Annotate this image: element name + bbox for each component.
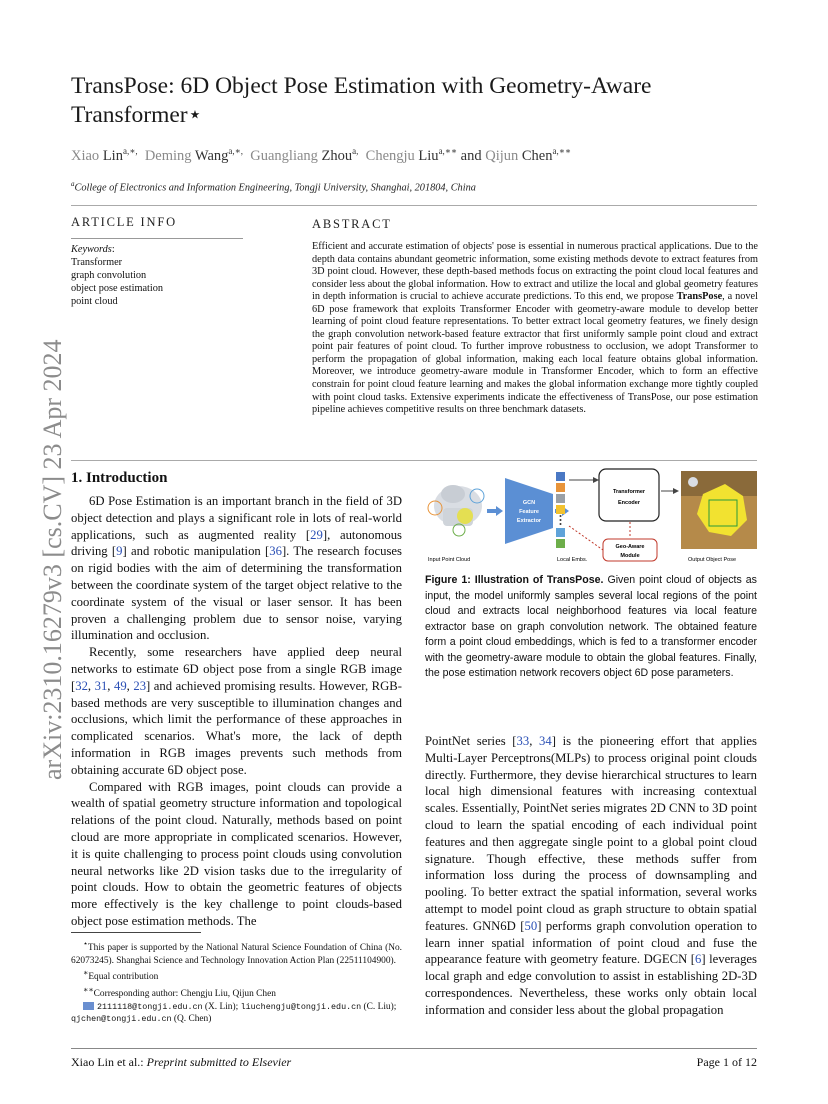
paragraph: Compared with RGB images, point clouds can provide a wealth of spatial geometry structure information and topological relations of the point cloud. Naturally, methods based on point cloud are more appropriate in complicated scenarios. However, it is quite challenging to process point clouds using convolution neural networks like 2D vision tasks due to the irregularity of point clouds. How to obtain the geometric features of objects more effectively is the key challenge to point clouds-based object pose estimation methods. The (71, 779, 402, 928)
keyword: graph convolution (71, 270, 147, 281)
embedding-square (556, 528, 565, 537)
local-embeddings-stack (556, 472, 565, 548)
header-divider (71, 205, 757, 206)
embedding-square (556, 505, 565, 514)
footer-divider (71, 1048, 757, 1049)
footnotes (71, 938, 402, 1026)
local-embs-label: Local Embs. (557, 557, 588, 563)
section-heading-introduction: 1. Introduction (71, 470, 168, 486)
citation-link[interactable]: 9 (116, 544, 123, 559)
citation-link[interactable]: 49 (113, 678, 127, 693)
citation-link[interactable]: 32 (75, 678, 88, 693)
svg-text:Extractor: Extractor (516, 518, 542, 524)
svg-text:Module: Module (620, 553, 640, 559)
keyword: Transformer (71, 257, 123, 268)
citation-link[interactable]: 31 (94, 678, 108, 693)
footnote-funding: ⋆This paper is supported by the National Natural Science Foundation of China (No. 62073245). Shanghai Science and Technology Innovation Action Plan (22511104900). (71, 939, 402, 966)
transformer-encoder-block (599, 469, 659, 521)
author-1: Xiao Lin$^{a,∗,}$ (71, 146, 138, 164)
left-column-text (71, 493, 402, 930)
citation-link[interactable]: 29 (310, 527, 323, 542)
svg-text:Transformer: Transformer (612, 489, 646, 495)
ellipsis-dot (560, 519, 562, 521)
citation-link[interactable]: 36 (269, 544, 282, 559)
input-point-cloud-illustration (428, 485, 484, 536)
email-link[interactable]: liuchengju@tongji.edu.cn (240, 1001, 362, 1012)
citation-link[interactable]: 50 (524, 918, 538, 933)
abstract-divider (71, 460, 757, 461)
embedding-square (556, 539, 565, 548)
figure-1-caption: Figure 1: Illustration of TransPose. Given point cloud of objects as input, the model uniformly samples several local regions of the point cloud and extracts local neighborhood features via local feature extractor base on graph convolution network. The obtained feature form a point cloud embeddings, which is fed to a transformer encoder with the geometry-aware module to obtain the global features. Finally, the pose estimation network recovers object 6D pose parameters. (425, 574, 757, 679)
footer-author: Xiao Lin et al.: (71, 1055, 144, 1069)
email-link[interactable]: qjchen@tongji.edu.cn (71, 1014, 172, 1025)
svg-text:GCN: GCN (522, 500, 536, 506)
footnote-corresponding: ∗∗Corresponding author: Chengju Liu, Qijun Chen (83, 985, 276, 1000)
keyword: point cloud (71, 296, 118, 307)
article-info-heading: ARTICLE INFO (71, 215, 177, 229)
email-icon (83, 1002, 94, 1010)
svg-text:Feature: Feature (519, 509, 539, 515)
citation-link[interactable]: 6 (695, 952, 702, 967)
paper-title: TransPose: 6D Object Pose Estimation with Geometry-Aware Transformer⋆ (71, 73, 652, 128)
footer-venue: Preprint submitted to Elsevier (146, 1055, 292, 1069)
keyword: object pose estimation (71, 283, 164, 294)
author-list: Xiao Lin$^{a,∗,}$ Deming Wang$^{a,∗,}$ Guangliang Zhou$^{a,}$ Chengju Liu$^{a,∗∗}$ and Qijun Chen$^{a,∗∗}$ (71, 146, 571, 164)
input-point-cloud-label: Input Point Cloud (428, 557, 471, 563)
paragraph: PointNet series [33, 34] is the pioneering effort that applies Multi-Layer Perceptrons(MLPs) to process original point clouds directly. Furthermore, they devise hierarchical structures to learn local high dimensional features with increasing contextual scales. Essentially, PointNet series migrates 2D CNN to 3D point cloud to learn the spatial encoding of each individual point features and then aggregate single point to a global point cloud signature. Though effective, these methods suffer from information loss during the process of downsampling and pooling. To better extract the spatial information, several works attempt to model point cloud as graph structure to obtain spatial features. GNN6D [50] performs graph convolution operation to learn inner spatial information of point cloud and fuse the appearance feature with geometry feature. DGECN [6] leverages local graph and edge convolution to assist in establishing 2D-3D correspondences. Nevertheless, these works only obtain local information and consider less about the global propagation (425, 734, 757, 1017)
citation-link[interactable]: 33 (516, 734, 530, 748)
affiliation: $^a$College of Electronics and Information Engineering, Tongji University, Shanghai, 201804, China (71, 180, 476, 194)
svg-text:Geo-Aware: Geo-Aware (615, 544, 645, 550)
citation-link[interactable]: 34 (539, 734, 552, 748)
right-column-text (425, 733, 757, 1019)
abstract-text: Efficient and accurate estimation of objects' pose is essential in numerous practical applications. Due to the depth data contains abundant geometric information, some existing methods devote to extract features from 3D point cloud. However, these depth-based methods focus on extracting the point cloud local features and consider less about the global information. How to extract and utilize the local and global geometry features in depth information is crucial to achieve accurate predictions. To this end, we propose TransPose, a novel 6D pose framework that exploits Transformer Encoder with geometry-aware module to develop better learning of point cloud feature representations. To better extract local geometry features, we finely design the graph convolution network-based feature extractor that first uniformly sample point cloud and extract point pair features of point cloud. To further improve robustness to occlusion, we adopt Transformer to perform the propagation of global information, making each local feature obtains global information. Moreover, we introduce geometry-aware module in Transformer Encoder, which to form an effective constrain for point cloud feature learning and makes the global information exchange more tightly coupled with point cloud tasks. Extensive experiments indicate the effectiveness of TransPose, our pose estimation pipeline achieves competitive results on three benchmark datasets. (312, 241, 758, 416)
footnote-equal: ∗Equal contribution (83, 968, 159, 983)
ellipsis-dot (560, 523, 562, 525)
embedding-square (556, 494, 565, 503)
author-2: Deming Wang$^{a,∗,}$ (144, 146, 244, 164)
author-3: Guangliang Zhou$^{a,}$ (250, 146, 359, 164)
figure-1-diagram (425, 466, 760, 566)
embedding-square (556, 472, 565, 481)
email-link[interactable]: 2111118@tongji.edu.cn (97, 1001, 203, 1012)
abstract-heading: ABSTRACT (312, 217, 392, 231)
ellipsis-dot (560, 515, 562, 517)
page-footer (71, 1055, 757, 1070)
citation-link[interactable]: 23 (133, 678, 147, 693)
output-label: Output Object Pose (688, 557, 736, 563)
embedding-square (556, 483, 565, 492)
footnote-emails: 2111118@tongji.edu.cn (X. Lin); liuchengju@tongji.edu.cn (C. Liu); qjchen@tongji.edu.cn (Q. Chen) (71, 1001, 397, 1025)
footnote-rule (71, 932, 201, 933)
article-info-rule (71, 238, 243, 239)
output-object-pose-illustration (681, 471, 757, 549)
paragraph: Recently, some researchers have applied deep neural networks to estimate 6D object pose from a single RGB image [32, 31, 49, 23] and achieved promising results. However, RGB-based methods are very susceptible to illumination changes and occlusions, which limit the performance of these approaches in complicated scenarios. What's more, the lack of depth information in RGB images prevents such methods from obtaining accurate 6D object pose. (71, 645, 402, 777)
page-number: Page 1 of 12 (696, 1055, 757, 1069)
keywords-block: Keywords: Transformer graph convolution object pose estimation point cloud (71, 244, 164, 307)
svg-text:Encoder: Encoder (617, 500, 641, 506)
author-5: Qijun Chen$^{a,∗∗}$ (485, 146, 571, 164)
author-4: Chengju Liu$^{a,∗∗}$ (365, 146, 458, 164)
paragraph: 6D Pose Estimation is an important branch in the field of 3D object detection and plays a significant role in lots of real-world applications, such as augmented reality [29], autonomous driving [9] and robotic manipulation [36]. The research focuses on rigid bodies with the aim of determining the transformation between the coordinate system of the target object relative to the coordinate system of the visual or laser sensor. It has been proven a challenging problem due to sensor noise, varying illumination and occlusion. (71, 494, 402, 643)
